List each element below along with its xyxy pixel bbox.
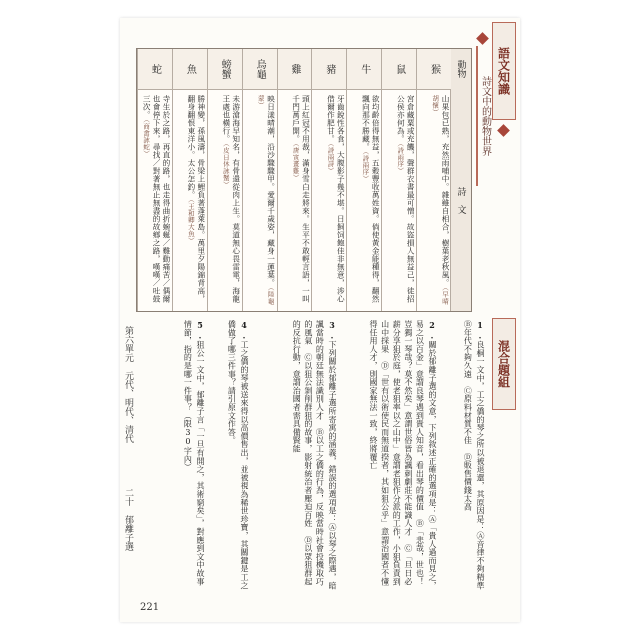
question-item — [342, 320, 438, 590]
table-animal-cell: 豬 — [312, 49, 346, 90]
table-poem-cell — [139, 95, 171, 307]
question-text: 良桐一文中，工之僑的琴之所以被退還，其原因是：Ⓐ音律不夠精準 Ⓑ年代不夠久遠 Ⓒ原料材質不佳 Ⓓ販售價錢太高 — [463, 320, 485, 598]
table-column — [242, 49, 277, 311]
animal-poem-table — [136, 48, 472, 312]
table-header-poem: 詩 文 — [450, 89, 471, 311]
exercises-banner: 混合題組 — [492, 318, 516, 410]
table-column — [416, 49, 451, 311]
page-number: 221 — [140, 602, 160, 613]
poem-text: 欲均齡倍得無益，五穀豐收萬姓資。倘使黃金能種得，翻然飄向那不勝藏。 — [361, 95, 381, 303]
question-number: 3. — [327, 320, 337, 341]
poem-text: 寺生於之路，再直的路，也走得曲折蜿蜒／難動痛苦／偶爾也會停下來，尋找／對著無止無盡的故鄉之路，嘆嘆／吐鼓三次。 — [142, 95, 171, 303]
table-poem-cell — [313, 95, 345, 307]
table-header-animal: 動物 — [450, 49, 471, 90]
chapter-label-right: 二十 郁離子選 — [123, 488, 133, 551]
book-page — [120, 18, 520, 622]
question-item — [210, 320, 250, 590]
question-number: 4. — [239, 320, 249, 341]
table-animal-cell: 烏龜 — [243, 49, 277, 90]
question-number: 5. — [195, 320, 205, 341]
question-number: 2. — [427, 320, 437, 341]
poem-source: （唐寅畫雞） — [291, 143, 300, 182]
table-poem-cell — [348, 95, 380, 307]
poem-text: 映日漾晴潮，沿沙驟驟甲。愛爾千歲姿，藏身一蓮葉。 — [266, 95, 276, 287]
table-column — [172, 49, 207, 311]
question-text: 關於郁離子選的文意，下列敘述正確的選項是：Ⓐ「貴人過而見之，易之以百金」意謂良琴遇到貴人知音，看出琴的價值 Ⓑ「悲哉，世也！豈獨一琴哉？莫不然矣」意謂世俗皆為諷刺劇莊不能識人才 Ⓒ「旦日必薪分享狙於庭，使老狙率以之山中」意謂老狙作分派的工作，小狙負責到山中採果 Ⓓ「世有以術使民而無道揆者，其如狙公乎」意謂治國者不懂得任用人才，則國家無法一致，終將覆亡 — [369, 320, 437, 590]
chapter-label: 第六單元 元代、明代、清代 — [123, 326, 133, 443]
table-column — [137, 49, 172, 311]
poem-text: 山果包已熟，充然雨哺中。雜雖自相合，樹葉老秋風。 — [441, 95, 450, 287]
poem-text: 未游滄海早知名，有骨還從肉上生。莫道無心畏雷電，海龍王處也橫行。 — [221, 95, 241, 303]
poem-source: （詩雨序） — [396, 143, 405, 175]
diamond-ornament-icon — [497, 124, 510, 137]
poem-source: （商禽詠蛇） — [142, 119, 151, 158]
knowledge-banner: 語文知識 — [492, 22, 516, 120]
table-animal-cell: 鼠 — [382, 49, 416, 90]
question-list — [154, 320, 486, 598]
question-item — [254, 320, 338, 590]
table-animal-cell: 牛 — [347, 49, 381, 90]
table-column — [277, 49, 312, 311]
table-poem-cell — [244, 95, 276, 307]
table-poem-cell — [174, 95, 206, 307]
poem-text: 宮倉藏粟或充饑，聲群衣書最可憎。故盜損人無益己，徒招公侯亦何為。 — [396, 95, 416, 303]
question-number: 1. — [475, 320, 485, 341]
poem-text: 勝神變，孫風濤，骨梁上鯉負著蓬萊島。萬里夕陽錦背高，翻身翻恨東洋小。太公怎釣。 — [186, 95, 206, 303]
poem-source: （王和卿大魚） — [186, 199, 195, 245]
table-column — [381, 49, 416, 311]
knowledge-subtitle: 詩文中的動物世界 — [476, 46, 492, 186]
table-column — [311, 49, 346, 311]
poem-source: （早晴胡懷） — [431, 95, 449, 305]
question-text: 工之僑的琴被送來得以高價售出，並被視為稀世珍寶，其關鍵是工之僑做了哪三件事？請引原文作答。 — [227, 320, 249, 590]
question-item — [442, 320, 486, 598]
table-poem-cell — [279, 95, 311, 307]
question-item — [162, 320, 206, 590]
poem-source: （陸龜蒙） — [256, 95, 275, 305]
table-animal-cell: 雞 — [278, 49, 312, 90]
diamond-ornament-icon — [476, 32, 489, 45]
table-poem-cell — [209, 95, 241, 307]
poem-source: （詩兩詩） — [326, 143, 335, 175]
table-poem-cell — [383, 95, 415, 307]
table-animal-cell: 蛇 — [138, 49, 172, 90]
question-text: 狙公一文中，郁離子言「一旦有開之，其術窮矣」，對應到文中故事情節，指的是哪一件事？（限30字內） — [183, 320, 205, 586]
table-animal-cell: 螃蟹 — [208, 49, 242, 90]
poem-text: 牙齒銳性各食，大腹影子幾不堪。日飼饲飽佳非無意，涉心借爾作肥甘。 — [326, 95, 346, 303]
table-column — [346, 49, 381, 311]
poem-source: （詩兩序） — [361, 151, 370, 183]
table-column — [207, 49, 242, 311]
poem-text: 頭上紅冠不用裁，滿身雪白走將來。生平不敢輕言語，一叫千門萬戶開。 — [291, 95, 311, 303]
table-animal-cell: 猴 — [417, 49, 451, 90]
table-poem-cell — [418, 95, 450, 307]
poem-source: （皮日休詠蟹） — [221, 143, 230, 189]
table-animal-cell: 魚 — [173, 49, 207, 90]
question-text: 下列關於郁離子選所寄寓的涵義，錯誤的選項是：Ⓐ以琴之際遇，暗諷當時的朝廷無法識別人才 Ⓑ以工之僑的行為，反映當時社會投機取巧的風氣 Ⓒ以狙公剝削群狙的故事，影射統治者壓迫百姓 Ⓓ以眾狙群起的反抗行動，意謂治國者需具備賢能 — [292, 320, 337, 590]
